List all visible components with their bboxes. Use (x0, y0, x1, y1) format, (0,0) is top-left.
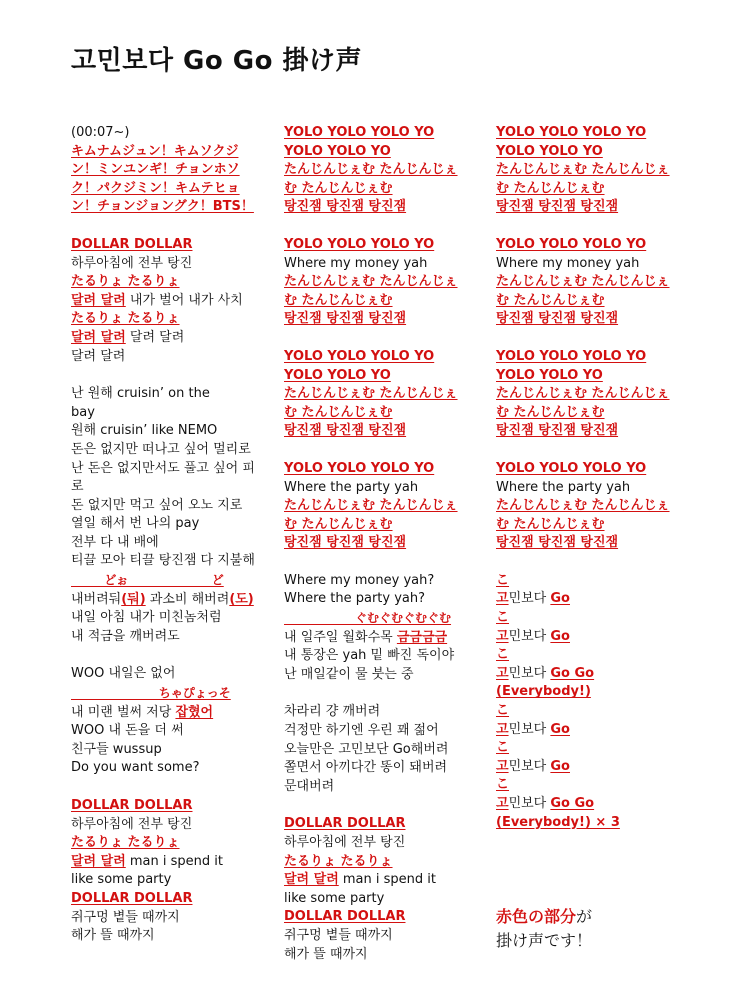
chant-text: む たんじんじぇむ (496, 404, 605, 420)
lyric-line (71, 890, 271, 909)
lyric-text: 쥐구멍 볕들 때까지 (71, 909, 180, 925)
lyric-line (71, 236, 271, 255)
stanza-gap (496, 329, 696, 348)
chant-text: YOLO YOLO YOLO YO (284, 348, 435, 364)
lyric-text: man i spend it (125, 853, 223, 869)
stanza-gap (496, 553, 696, 572)
chant-text: YOLO YOLO YOLO YO (284, 460, 435, 476)
lyric-line (71, 722, 271, 741)
chant-text: たるりょ たるりょ (71, 835, 180, 851)
lyric-line (496, 776, 696, 795)
lyric-line (71, 628, 271, 647)
lyric-line (71, 591, 271, 610)
stanza-gap (284, 217, 484, 236)
lyric-line (496, 422, 696, 441)
lyric-line (284, 497, 484, 516)
lyric-line (496, 367, 696, 386)
chant-text: ン！チョンジョングク！BTS！ (71, 199, 254, 215)
lyric-line (71, 161, 271, 180)
lyric-line (71, 460, 271, 479)
chant-text: 탕진잼 탕진잼 탕진잼 (284, 535, 407, 551)
lyric-line (284, 946, 484, 965)
lyric-line (284, 647, 484, 666)
lyric-line (284, 609, 484, 629)
chant-text: 탕진잼 탕진잼 탕진잼 (496, 535, 619, 551)
lyric-line (71, 927, 271, 946)
lyric-line (284, 385, 484, 404)
lyric-text: 난 돈은 없지만서도 풀고 싶어 피 (71, 460, 255, 476)
chant-text: Go (550, 591, 570, 607)
chant-text: YOLO YOLO YOLO YO (496, 236, 647, 252)
lyric-line (284, 236, 484, 255)
chant-text: YOLO YOLO YOLO YO (496, 460, 647, 476)
lyric-line (496, 516, 696, 535)
lyric-text: 내 통장은 yah 밑 빠진 독이야 (284, 648, 455, 664)
chant-text: (도) (229, 591, 254, 607)
lyric-line (284, 890, 484, 909)
lyric-text: 로 (71, 479, 84, 495)
lyric-line (284, 927, 484, 946)
chant-text: こ (496, 703, 510, 719)
lyric-line (71, 478, 271, 497)
chant-text: DOLLAR DOLLAR (284, 909, 406, 925)
chant-text: たんじんじぇむ たんじんじぇ (284, 386, 458, 402)
lyric-line (284, 722, 484, 741)
chant-text: (Everybody!) (496, 684, 591, 700)
lyric-line (284, 161, 484, 180)
lyric-text: 난 원해 cruisin’ on the (71, 386, 210, 402)
chant-text: 달려 달려 (284, 872, 339, 888)
lyric-text: 내 미랜 벌써 저당 (71, 704, 176, 720)
lyric-line (71, 534, 271, 553)
lyric-line (496, 739, 696, 758)
stanza-gap (71, 366, 271, 385)
lyric-text: 돈은 없지만 떠나고 싶어 멀리로 (71, 441, 251, 457)
lyric-line (71, 310, 271, 329)
chant-text: む たんじんじぇむ (496, 180, 605, 196)
lyric-line (496, 292, 696, 311)
chant-text: Go Go (550, 796, 595, 811)
lyric-line (284, 834, 484, 853)
lyric-line (496, 310, 696, 329)
lyric-line (71, 124, 271, 143)
chant-text: 고 (496, 758, 509, 774)
lyric-line (71, 497, 271, 516)
lyric-line (284, 572, 484, 591)
lyric-line (284, 516, 484, 535)
chant-text: 고 (496, 628, 509, 644)
lyric-line (71, 198, 271, 217)
chant-text: ぐむぐむぐむぐむ (284, 611, 452, 626)
lyric-text: 해가 뜰 때까지 (71, 928, 155, 944)
lyric-line (496, 665, 696, 684)
chant-text: ン！ミンユンギ！チョンホソ (71, 162, 240, 178)
lyric-text: 내버려둬 (71, 591, 122, 607)
stanza-gap (284, 796, 484, 815)
lyric-line (71, 853, 271, 872)
lyric-line (284, 479, 484, 498)
lyric-line (496, 683, 696, 702)
chant-text: む たんじんじぇむ (496, 292, 605, 308)
chant-text: こ (496, 740, 510, 756)
lyric-line (284, 198, 484, 217)
lyric-text: Where the party yah? (284, 591, 426, 607)
lyric-line (71, 180, 271, 199)
chant-text: YOLO YOLO YO (496, 367, 603, 383)
lyric-line (284, 871, 484, 890)
lyric-line (496, 628, 696, 647)
legend-line-2: 掛け声です！ (496, 931, 593, 950)
lyric-text: 민보다 (508, 796, 551, 811)
chant-text: ちゃぴょっそ (71, 686, 231, 701)
lyric-text: 달려 달려 (125, 329, 185, 345)
lyric-line (496, 572, 696, 591)
lyric-text: 민보다 (508, 665, 551, 681)
chant-text: YOLO YOLO YOLO YO (284, 125, 435, 140)
lyric-line (496, 534, 696, 553)
lyric-text: 원해 cruisin’ like NEMO (71, 423, 218, 439)
lyric-line (71, 665, 271, 684)
chant-text: たるりょ たるりょ (71, 311, 180, 327)
lyric-text: 민보다 (508, 758, 551, 774)
lyric-text: 내 일주일 월화수목 (284, 629, 397, 645)
chant-text: たんじんじぇむ たんじんじぇ (284, 162, 458, 178)
lyric-line (71, 348, 271, 367)
lyric-line (71, 571, 271, 591)
lyric-line (71, 385, 271, 404)
lyric-text: 민보다 (508, 591, 551, 607)
chant-text: たるりょ たるりょ (284, 853, 393, 869)
lyric-line (284, 273, 484, 292)
lyric-text: 하루아침에 전부 탕진 (284, 835, 406, 850)
lyric-line (284, 629, 484, 648)
chant-text: Go (550, 721, 570, 737)
lyric-text: Where the party yah (284, 479, 419, 495)
lyric-line (496, 124, 696, 143)
lyric-line (496, 236, 696, 255)
lyric-line (284, 124, 484, 143)
stanza-gap (496, 217, 696, 236)
lyric-text: 문대버려 (284, 778, 335, 794)
chant-text: (Everybody!) × 3 (496, 814, 620, 830)
lyric-text: 차라리 걍 깨버려 (284, 704, 381, 720)
lyric-text: 민보다 (508, 721, 551, 737)
lyric-line (496, 460, 696, 479)
chant-text: DOLLAR DOLLAR (71, 236, 193, 252)
chant-text: DOLLAR DOLLAR (71, 890, 193, 906)
chant-text: 고 (496, 591, 509, 607)
lyric-line (496, 795, 696, 814)
lyric-text: Do you want some? (71, 760, 200, 776)
chant-text: 달려 달려 (71, 853, 126, 869)
chant-text: 탕진잼 탕진잼 탕진잼 (284, 423, 407, 439)
lyric-line (71, 759, 271, 778)
chant-text: こ (496, 647, 510, 663)
lyric-text: 열일 해서 번 나의 pay (71, 516, 200, 532)
lyric-line (284, 815, 484, 834)
stanza-gap (284, 329, 484, 348)
lyric-line (496, 273, 696, 292)
lyric-text: 해가 뜰 때까지 (284, 946, 368, 962)
lyric-line (496, 590, 696, 609)
lyric-line (284, 741, 484, 760)
lyric-line (496, 198, 696, 217)
lyric-line (284, 180, 484, 199)
lyric-line (496, 180, 696, 199)
lyric-line (496, 646, 696, 665)
chant-text: (둬) (121, 591, 146, 607)
lyric-line (284, 703, 484, 722)
legend-note (496, 905, 592, 953)
lyric-line (284, 367, 484, 386)
lyric-line (71, 704, 271, 723)
lyric-text: like some party (71, 872, 172, 888)
chant-text: DOLLAR DOLLAR (71, 798, 193, 813)
lyric-text: 티끌 모아 티끌 탕진잼 다 지불해 (71, 553, 255, 569)
lyric-line (496, 255, 696, 274)
chant-text: 탕진잼 탕진잼 탕진잼 (496, 199, 619, 215)
chant-text: Go (550, 628, 570, 644)
lyric-line (496, 497, 696, 516)
lyric-line (71, 441, 271, 460)
stanza-gap (284, 684, 484, 703)
lyric-line (496, 404, 696, 423)
legend-highlight: 赤色の部分 (496, 907, 577, 926)
lyric-line (284, 404, 484, 423)
lyric-line (284, 534, 484, 553)
lyric-text: 민보다 (508, 628, 551, 644)
lyric-line (71, 609, 271, 628)
chant-text: YOLO YOLO YOLO YO (496, 348, 647, 364)
chant-text: DOLLAR DOLLAR (284, 816, 406, 832)
legend-line-1 (496, 905, 592, 929)
stanza-gap (71, 778, 271, 797)
stanza-gap (71, 646, 271, 665)
lyric-line (284, 908, 484, 927)
lyric-line (71, 871, 271, 890)
chant-text: 금금금금 (396, 629, 448, 645)
lyric-line (71, 143, 271, 162)
chant-text: 탕진잼 탕진잼 탕진잼 (284, 311, 407, 327)
lyric-line (496, 702, 696, 721)
chant-text: YOLO YOLO YOLO YO (496, 125, 647, 140)
lyric-text: 내가 벌어 내가 사치 (125, 292, 243, 308)
chant-text: こ (496, 610, 510, 626)
chant-text: たんじんじぇむ たんじんじぇ (496, 498, 670, 514)
lyric-line (284, 143, 484, 162)
lyric-text: 난 매일같이 물 붓는 중 (284, 666, 414, 682)
lyric-line (284, 759, 484, 778)
lyric-text: 걱정만 하기엔 우린 꽤 젊어 (284, 723, 439, 739)
chant-text: キムナムジュン！キムソクジ (71, 143, 239, 159)
lyrics-column-1 (71, 124, 271, 946)
lyric-line (71, 834, 271, 853)
chant-text: 탕진잼 탕진잼 탕진잼 (496, 311, 619, 327)
lyric-line (496, 758, 696, 777)
lyric-text: Where the party yah (496, 479, 631, 495)
stanza-gap (496, 441, 696, 460)
chant-text: 고 (496, 665, 509, 681)
lyric-line (284, 292, 484, 311)
chant-text: む たんじんじぇむ (284, 292, 393, 308)
stanza-gap (284, 553, 484, 572)
lyric-text: 과소비 해버려 (145, 591, 230, 607)
chant-text: 탕진잼 탕진잼 탕진잼 (284, 199, 407, 215)
chant-text: 고 (496, 796, 509, 811)
chant-text: ク！パクジミン！キムテヒョ (71, 180, 240, 196)
lyric-text: 내 적금을 깨버려도 (71, 628, 180, 644)
chant-text: 탕진잼 탕진잼 탕진잼 (496, 423, 619, 439)
chant-text: YOLO YOLO YO (496, 143, 603, 159)
legend-text: が (576, 907, 593, 926)
lyric-text: 전부 다 내 배에 (71, 534, 159, 550)
lyric-line (496, 143, 696, 162)
chant-text: たんじんじぇむ たんじんじぇ (496, 274, 670, 290)
lyrics-column-3 (496, 124, 696, 832)
lyric-text: man i spend it (338, 872, 436, 888)
chant-text: 달려 달려 (71, 329, 126, 345)
chant-text: 고 (496, 721, 509, 737)
lyric-line (496, 161, 696, 180)
lyric-text: WOO 내 돈을 더 써 (71, 723, 184, 739)
lyric-line (71, 909, 271, 928)
lyric-line (284, 460, 484, 479)
lyric-text: Where my money yah? (284, 572, 435, 588)
chant-text: Go Go (550, 665, 595, 681)
lyric-line (284, 853, 484, 872)
lyric-text: WOO 내일은 없어 (71, 666, 176, 682)
chant-text: む たんじんじぇむ (284, 180, 393, 196)
chant-text: YOLO YOLO YO (284, 143, 391, 159)
lyric-text: 돈 없지만 먹고 싶어 오노 지로 (71, 497, 243, 513)
lyric-line (71, 741, 271, 760)
lyric-text: 내일 아침 내가 미친놈처럼 (71, 610, 222, 626)
chant-text: YOLO YOLO YO (284, 367, 391, 383)
lyric-text: 오늘만은 고민보단 Go해버려 (284, 741, 449, 757)
lyrics-column-2 (284, 124, 484, 964)
lyric-line (284, 255, 484, 274)
lyric-line (496, 479, 696, 498)
lyric-text: Where my money yah (284, 255, 428, 271)
lyric-line (71, 273, 271, 292)
lyric-line (284, 310, 484, 329)
lyric-text: 달려 달려 (71, 348, 126, 364)
stanza-gap (284, 441, 484, 460)
lyric-text: 하루아침에 전부 탕진 (71, 816, 193, 832)
lyric-line (71, 404, 271, 423)
lyric-line (71, 422, 271, 441)
lyric-text: like some party (284, 890, 385, 906)
chant-text: たんじんじぇむ たんじんじぇ (496, 386, 670, 402)
chant-text: 잡혔어 (175, 704, 214, 720)
lyric-line (71, 329, 271, 348)
lyric-line (71, 515, 271, 534)
chant-text: む たんじんじぇむ (284, 516, 393, 532)
chant-text: たんじんじぇむ たんじんじぇ (496, 162, 670, 178)
lyric-text: bay (71, 404, 95, 420)
page-title: 고민보다 Go Go 掛け声 (71, 46, 363, 76)
chant-text: Go (550, 758, 570, 774)
chant-text: こ (496, 572, 510, 588)
lyric-line (496, 814, 696, 833)
stanza-gap (71, 217, 271, 236)
lyric-line (284, 348, 484, 367)
lyric-line (71, 684, 271, 704)
lyric-line (71, 292, 271, 311)
lyric-line (71, 255, 271, 274)
lyric-line (71, 797, 271, 816)
lyric-line (496, 348, 696, 367)
lyric-text: 친구들 wussup (71, 741, 162, 757)
chant-text: YOLO YOLO YOLO YO (284, 236, 435, 252)
lyric-text: Where my money yah (496, 255, 640, 271)
lyric-text: 쫄면서 아끼다간 똥이 돼버려 (284, 760, 448, 776)
lyric-text: 쥐구멍 볕들 때까지 (284, 927, 393, 943)
lyric-text: 하루아침에 전부 탕진 (71, 255, 193, 271)
lyric-text: (00:07~) (71, 125, 130, 140)
chant-text: む たんじんじぇむ (284, 404, 393, 420)
lyric-line (496, 721, 696, 740)
lyric-line (496, 385, 696, 404)
lyric-line (284, 590, 484, 609)
lyric-line (284, 666, 484, 685)
lyric-line (71, 552, 271, 571)
chant-text: どぉ ど (71, 573, 224, 588)
lyric-line (284, 778, 484, 797)
chant-text: たんじんじぇむ たんじんじぇ (284, 498, 458, 514)
lyric-line (496, 609, 696, 628)
chant-text: 달려 달려 (71, 292, 126, 308)
chant-text: こ (496, 777, 510, 793)
chant-text: たんじんじぇむ たんじんじぇ (284, 274, 458, 290)
lyric-line (284, 422, 484, 441)
chant-text: たるりょ たるりょ (71, 274, 180, 290)
lyric-line (71, 816, 271, 835)
chant-text: む たんじんじぇむ (496, 516, 605, 532)
